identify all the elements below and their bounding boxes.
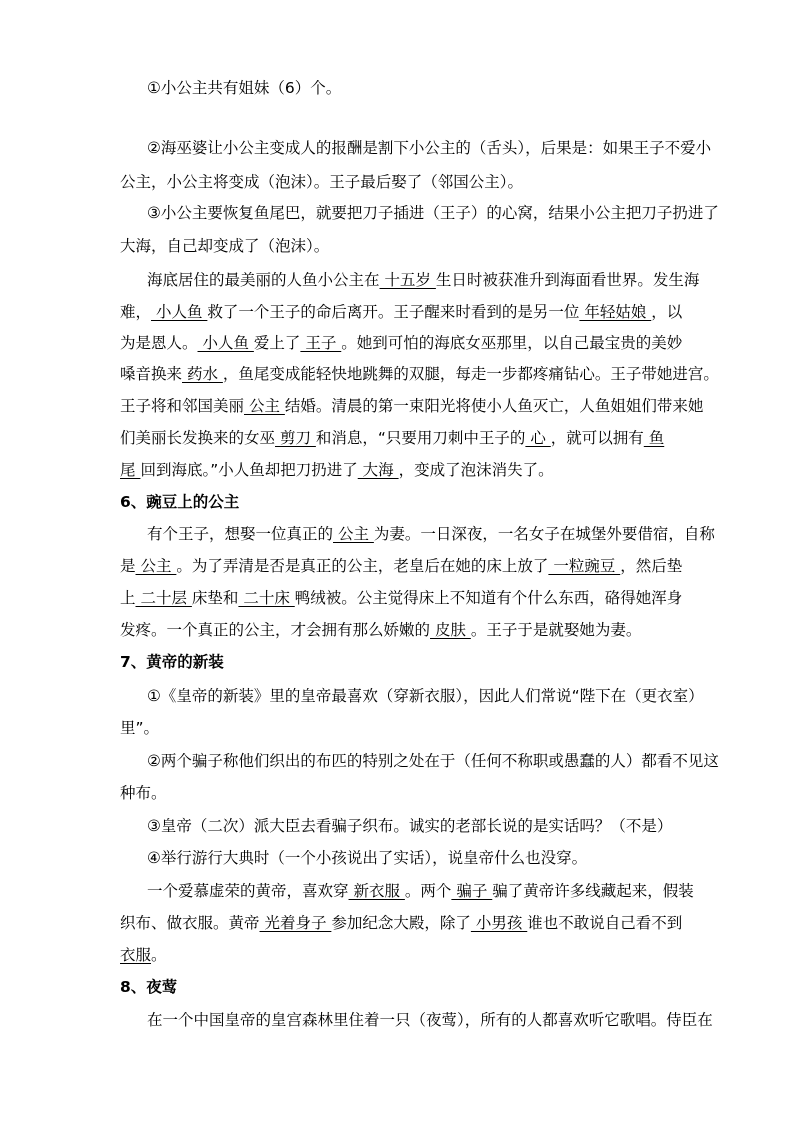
- text-line: [147, 686, 787, 706]
- text-segment: 生日时被获准升到海面看世界。发生海: [435, 271, 700, 289]
- text-segment: 有个王子，想娶一位真正的: [147, 525, 334, 543]
- text-segment: 大海，自己却变成了（泡沫）。: [120, 237, 330, 255]
- text-line: [147, 1010, 787, 1030]
- text-line: [147, 138, 787, 158]
- text-segment: 。她到可怕的海底女巫那里，以自己最宝贵的美妙: [341, 334, 683, 352]
- text-segment: 和消息，“只要用刀刺中王子的: [315, 429, 526, 447]
- text-segment: 爱上了: [253, 334, 301, 352]
- text-segment: 海底居住的最美丽的人鱼小公主在: [147, 271, 380, 289]
- fill-in-answer: 王子: [300, 334, 342, 352]
- text-segment: 难，: [120, 303, 152, 321]
- text-segment: 们美丽长发换来的女巫: [120, 429, 276, 447]
- text-line: [120, 364, 760, 384]
- text-segment: 公主，小公主将变成（泡沫）。王子最后娶了（邻国公主）。: [120, 173, 524, 191]
- text-segment: ①《皇帝的新装》里的皇帝最喜欢（穿新衣服），因此人们常说“陛下在（更衣室）: [147, 687, 704, 705]
- fill-in-answer: 十五岁: [379, 271, 436, 289]
- fill-in-answer: 二十床: [238, 589, 295, 607]
- text-line: [147, 78, 787, 98]
- text-segment: ，就可以拥有: [550, 429, 644, 447]
- text-segment: 参加纪念大殿，除了: [331, 914, 471, 932]
- text-segment: ①小公主共有姐妹（6）个。: [147, 79, 342, 97]
- text-segment: 王子将和邻国美丽: [120, 397, 245, 415]
- text-segment: 救了一个王子的命后离开。王子醒来时看到的是另一位: [207, 303, 580, 321]
- fill-in-answer: 一粒豌豆: [548, 557, 621, 575]
- text-line: [120, 302, 760, 322]
- fill-in-answer: 新衣服: [348, 882, 405, 900]
- fill-in-answer: 小男孩: [470, 914, 528, 932]
- fill-in-answer: 小人鱼: [151, 303, 208, 321]
- text-segment: 骗了黄帝许多线藏起来，假装: [492, 882, 694, 900]
- fill-in-answer: 公主: [333, 525, 374, 543]
- text-line: [147, 751, 787, 771]
- fill-in-answer: 鱼: [643, 429, 665, 447]
- text-line: [120, 913, 760, 933]
- text-segment: 上: [120, 589, 136, 607]
- text-segment: 一个爱慕虚荣的黄帝，喜欢穿: [147, 882, 349, 900]
- text-line: [147, 816, 787, 836]
- text-segment: ③皇帝（二次）派大臣去看骗子织布。诚实的老部长说的是实话吗？（不是）: [147, 817, 673, 835]
- text-segment: 回到海底。”小人鱼却把刀扔进了: [140, 461, 358, 479]
- text-line: [147, 881, 787, 901]
- fill-in-answer: 光着身子: [259, 914, 332, 932]
- text-segment: ，然后垫: [620, 557, 683, 575]
- text-segment: 8、夜莺: [120, 978, 178, 996]
- text-segment: ，鱼尾变成能轻快地跳舞的双腿，每走一步都疼痛钻心。王子带她进宫。: [222, 365, 719, 383]
- fill-in-answer: 皮肤: [430, 621, 471, 639]
- text-segment: ，变成了泡沫消失了。: [398, 461, 554, 479]
- text-line: [120, 172, 760, 192]
- text-segment: 。为了弄清是否是真正的公主，老皇后在她的床上放了: [176, 557, 549, 575]
- text-line: [120, 718, 760, 738]
- text-segment: 。两个: [404, 882, 452, 900]
- text-segment: 嗓音换来: [120, 365, 183, 383]
- fill-in-answer: 小人鱼: [197, 334, 254, 352]
- fill-in-answer: 大海: [357, 461, 399, 479]
- text-line: [120, 428, 760, 448]
- text-segment: ②海巫婆让小公主变成人的报酬是割下小公主的（舌头），后果是：如果王子不爱小: [147, 139, 712, 157]
- text-line: [120, 945, 760, 965]
- text-line: [120, 783, 760, 803]
- text-segment: 里”。: [120, 719, 160, 737]
- section-heading: [120, 977, 760, 997]
- text-line: [147, 203, 787, 223]
- text-segment: ④举行游行大典时（一个小孩说出了实话），说皇帝什么也没穿。: [147, 849, 588, 867]
- text-line: [147, 848, 787, 868]
- text-segment: 在一个中国皇帝的皇宫森林里住着一只（夜莺），所有的人都喜欢听它歌唱。侍臣在: [147, 1011, 713, 1029]
- fill-in-answer: 骗子: [451, 882, 493, 900]
- text-line: [120, 588, 760, 608]
- fill-in-answer: 年轻姑娘: [579, 303, 652, 321]
- text-segment: 。王子于是就娶她为妻。: [470, 621, 642, 639]
- fill-in-answer: 心: [525, 429, 551, 447]
- text-segment: 床垫和: [191, 589, 239, 607]
- text-segment: ③小公主要恢复鱼尾巴，就要把刀子插进（王子）的心窝，结果小公主把刀子扔进了: [147, 204, 719, 222]
- section-heading: [120, 652, 760, 672]
- text-segment: 是: [120, 557, 136, 575]
- fill-in-answer: 尾: [120, 461, 141, 479]
- fill-in-answer: 衣服: [120, 946, 152, 964]
- text-segment: ②两个骗子称他们织出的布匹的特别之处在于（任何不称职或愚蠢的人）都看不见这: [147, 752, 719, 770]
- text-segment: 为是恩人。: [120, 334, 198, 352]
- text-segment: ，以: [651, 303, 683, 321]
- fill-in-answer: 公主: [244, 397, 285, 415]
- text-line: [120, 333, 760, 353]
- text-segment: 结婚。清晨的第一束阳光将使小人鱼灭亡，人鱼姐姐们带来她: [284, 397, 704, 415]
- text-line: [120, 396, 760, 416]
- text-segment: 谁也不敢说自己看不到: [527, 914, 683, 932]
- text-line: [120, 620, 760, 640]
- text-line: [120, 236, 760, 256]
- text-segment: 7、黄帝的新装: [120, 653, 224, 671]
- fill-in-answer: 药水: [182, 365, 223, 383]
- fill-in-answer: 公主: [135, 557, 177, 575]
- text-line: [120, 460, 760, 480]
- text-line: [147, 270, 787, 290]
- text-line: [120, 556, 760, 576]
- text-segment: 为妻。一日深夜，一名女子在城堡外要借宿，自称: [373, 525, 715, 543]
- fill-in-answer: 剪刀: [275, 429, 316, 447]
- text-segment: 织布、做衣服。黄帝: [120, 914, 260, 932]
- text-segment: 种布。: [120, 784, 167, 802]
- text-line: [147, 524, 787, 544]
- section-heading: [120, 492, 760, 512]
- text-segment: 6、豌豆上的公主: [120, 493, 240, 511]
- text-segment: 鸭绒被。公主觉得床上不知道有个什么东西，硌得她浑身: [294, 589, 683, 607]
- fill-in-answer: 二十层: [135, 589, 192, 607]
- text-segment: 。: [151, 946, 167, 964]
- text-segment: 发疼。一个真正的公主，才会拥有那么娇嫩的: [120, 621, 431, 639]
